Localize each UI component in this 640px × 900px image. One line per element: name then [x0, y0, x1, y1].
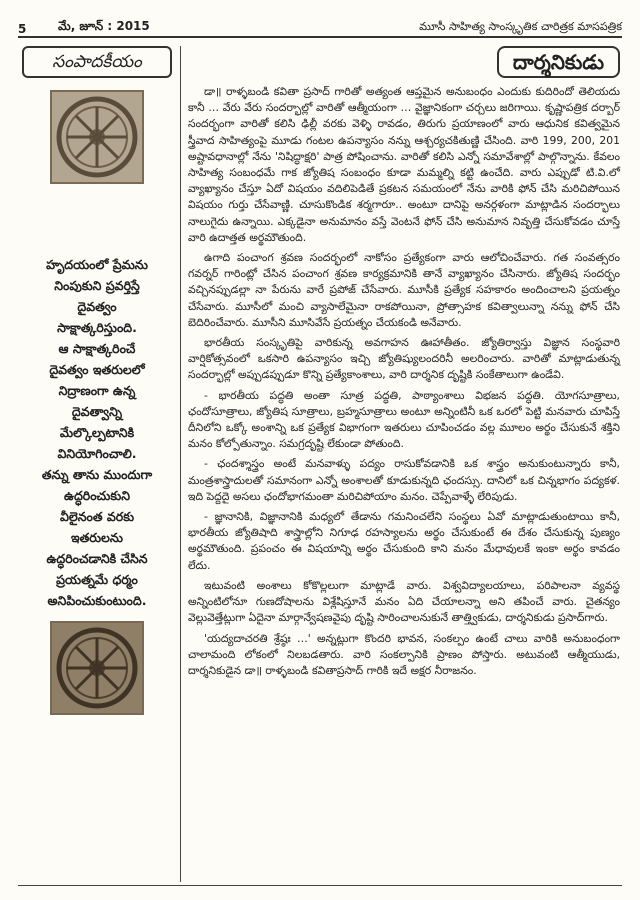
- editorial-column: [22, 46, 172, 880]
- magazine-title: మూసీ సాహిత్య సాంస్కృతిక చారిత్రక మాసపత్రిక: [419, 20, 622, 33]
- editorial-poem: [22, 254, 172, 611]
- article-column: [188, 46, 620, 683]
- wheel-icon: [52, 623, 142, 713]
- page-header: [18, 10, 622, 38]
- article-paragraph: 'యద్యదాచరతి శ్రేష్ఠః …' అన్నట్లుగా కొందరి భావన, సంకల్పం ఉంటే చాలు వారికి అనుబంధంగా చాలామంది లోకంలో నిలబడతారు. వారి సంకల్పానికి ప్రాణం పోస్తారు. అటువంటి ఆత్మీయుడు, దార్శనికుడైన డా॥ రాళ్ళబండి కవితాప్రసాద్ గారికి ఇదే అక్షర నీరాజనం.: [188, 631, 620, 677]
- poem-line: తన్ను తాను ముందుగా: [41, 467, 153, 482]
- poem-line: ఆ సాక్షాత్కరించే: [58, 341, 136, 356]
- footer-rule: [18, 885, 622, 886]
- editorial-heading: సంపాదకీయం: [22, 46, 172, 78]
- poem-line: నింపుకుని ప్రవర్తిస్తే: [54, 278, 140, 293]
- poem-line: దైవత్వం: [77, 299, 117, 314]
- article-paragraph: ఉగాది పంచాంగ శ్రవణ సందర్భంలో నాకోసం ప్రత్యేకంగా వారు ఆలోచించేవారు. గత సంవత్సరం గవర్నర్ గారింట్లో చేసిన పంచాంగ శ్రవణ కార్యక్రమానికి తానే వ్యాఖ్యానం చేసినారు. జ్యోతిష సందర్భం వచ్చినప్పుడల్లా నా పేరును వారే ప్రపోజ్ చేసేవారు. మూసీకి ప్రత్యేక సహకారం అందించాలని ప్రయత్నం చేసేవారు. మూసీలో మంచి వ్యాసాలేమైనా రాకపోయినా, ప్రోత్సాహక కవిత్వాలున్నా నన్ను ఫోన్ చేసి బెదిరించేవారు. మూసీని మూసివేసే ప్రయత్నం చేయకండి అనేవారు.: [188, 251, 620, 329]
- article-paragraph: - జ్ఞానానికి, విజ్ఞానానికి మధ్యలో తేడాను గమనించలేని సంస్థలు ఏవో మాట్లాడుతుంటాయి కానీ, భారతీయ జ్యోతిషాది శాస్త్రాల్లోని నిగూఢ రహస్యాలను అర్థం చేసుకుంటే ఈ దేశం చేసుకున్న పుణ్యం అర్థమౌతుంది. ప్రపంచం ఈ విషయాన్ని అర్థం చేసుకుంది కాని మనం మేధావులకే ఇంకా అర్థం కావడం లేదు.: [188, 510, 620, 572]
- poem-line: వీలైనంత వరకు: [59, 509, 135, 524]
- poem-line: ప్రయత్నమే ధర్మం: [56, 572, 138, 587]
- poem-line: మేల్కొల్పటానికి: [59, 425, 135, 440]
- poem-line: అనిపించుకుంటుంది.: [47, 593, 147, 608]
- article-paragraph: డా॥ రాళ్ళబండి కవితా ప్రసాద్ గారితో అత్యంత ఆప్తమైన అనుబంధం ఎందుకు కుదిరిందో తెలియదు కానీ … వేరు వేరు సందర్భాల్లో వారితో ఆత్మీయంగా … వైజ్ఞానికంగా చర్చలు జరిగాయి. కృష్ణాపత్రిక దర్బార్ సందర్భంగా వారితో కలిసి ఢిల్లీ వరకు వెళ్ళి రావడం, తిరుగు ప్రయాణంలో వారు ఆధునిక కవిత్వమైన స్త్రీవాద సాహిత్యంపై మూడు గంటల ఉపన్యాసం నన్ను ఆశ్చర్యచకితుణ్ణి చేసింది. వారి 199, 200, 201 అష్టావధానాల్లో నేను 'నిషిద్ధాక్షరి' పాత్ర పోషించాను. వారితో కలిసి ఎన్నో సమావేశాల్లో పాల్గొన్నాను. కేవలం సాహిత్య సంబంధమే గాక జ్యోతిష సంబంధం కూడా మమ్మల్ని కట్టి ఉంచేది. వారు ఎప్పుడో టి.వి.లో వ్యాఖ్యానం చేస్తూ ఏదో విషయం వదిలిపెడితే ప్రకటన సమయంలో నేను వారికి ఫోన్ చేసి మరిచిపోయిన విషయం గుర్తు చేసేవాణ్ణి. చూసుకొండిక శర్మగారూ.. అంటూ దానిపై అనర్గళంగా మాట్లాడిన సందర్భాలు నాలుగైదు ఉన్నాయి. ఎక్కడైనా అనుమానం వస్తే వెంటనే ఫోన్ చేసి అనుమాన నివృత్తి చేసుకోవడం చూస్తే వారి ఉదాత్తత అర్థమౌతుంది.: [188, 85, 620, 244]
- article-paragraph: భారతీయ సంస్కృతిపై వారికున్న అవగాహన ఊహాతీతం. జ్యోతిర్వాస్తు విజ్ఞాన సంస్థవారి వార్షికోత్సవంలో ఒకసారి ఉపన్యాసం ఇచ్చి జ్యోతిష్యులందరినీ అలరించారు. వారితో మాట్లాడుతున్న సందర్భాల్లో అప్పుడప్పుడూ కొన్ని ప్రత్యేకాంశాలు, వారి దార్శనిక దృష్టికి సంకేతాలుగా ఉండేవి.: [188, 336, 620, 382]
- poem-line: దైవత్వం ఇతరులలో: [49, 362, 145, 377]
- poem-line: దైవత్వాన్ని: [71, 404, 123, 419]
- poem-line: ఉద్ధరించడానికి చేసిన: [46, 551, 148, 566]
- chariot-wheel-image: [50, 90, 144, 184]
- poem-line: వినియోగించాలి.: [57, 446, 137, 461]
- poem-line: నిద్రాణంగా ఉన్న: [58, 383, 136, 398]
- article-body: [188, 84, 620, 679]
- chariot-wheel-image-bottom: [50, 621, 144, 715]
- article-heading: దార్శనికుడు: [497, 46, 620, 78]
- page-number: 5: [18, 22, 27, 36]
- article-paragraph: - భారతీయ పద్ధతి అంతా సూత్ర పద్ధతి, పాఠ్యాంశాలు విభజన పద్ధతి. యోగసూత్రాలు, ఛందోసూత్రాలు, జ్యోతిష సూత్రాలు, బ్రహ్మసూత్రాలు అంటూ అన్నింటినీ ఒక ఒరలో పెట్టి మనవారు చూపిస్తే దీనిలోని ఒక్కో అంశాన్ని ఒక ప్రత్యేక విభాగంగా ఇతరులు చూపించడం వల్ల మూలం అర్థం చేసుకునే శక్తిని మనం కోల్పోతున్నాం. సమగ్రదృష్టి లేకుండా పోతుంది.: [188, 388, 620, 451]
- issue-date: మే, జూన్ : 2015: [58, 19, 150, 33]
- article-paragraph: ఇటువంటి అంశాలు కోకొల్లలుగా మాట్లాడే వారు. విశ్వవిద్యాలయాలు, పరిపాలనా వ్యవస్థ అన్నింటిలోనూ గుణదోషాలను విశ్లేషిస్తూనే మనం ఏది చేయాలన్నా అని తపించే వారు. చైతన్యం వెల్లువెత్తేట్లుగా ఏదైనా మార్గాన్వేషణవైపు దృష్టి సారించాలనుకునే తాత్త్వికుడు, దార్శనికుడు ప్రసాద్‌గారు.: [188, 578, 620, 625]
- poem-line: ఉద్ధరించుకుని: [63, 488, 130, 503]
- column-divider: [180, 46, 181, 882]
- article-paragraph: - ఛందశ్శాస్త్రం అంటే మనవాళ్ళు పద్యం రాసుకోవడానికి ఒక శాస్త్రం అనుకుంటున్నారు కానీ, మంత్రశాస్త్రాదులతో సమానంగా ఎన్నో అంశాలతో కూడుకున్నది ఛందస్సు. దానిలో ఒక చిన్నభాగం పద్యకళ. ఇది పెద్దదై అసలు ఛందోభాగమంతా మరిచిపోయాం మనం. చెప్పేవాళ్ళే లేరిపుడు.: [188, 457, 620, 503]
- poem-line: హృదయంలో ప్రేమను: [46, 257, 148, 272]
- wheel-icon: [52, 92, 142, 182]
- poem-line: ఇతరులను: [70, 530, 124, 545]
- poem-line: సాక్షాత్కరిస్తుంది.: [57, 320, 137, 335]
